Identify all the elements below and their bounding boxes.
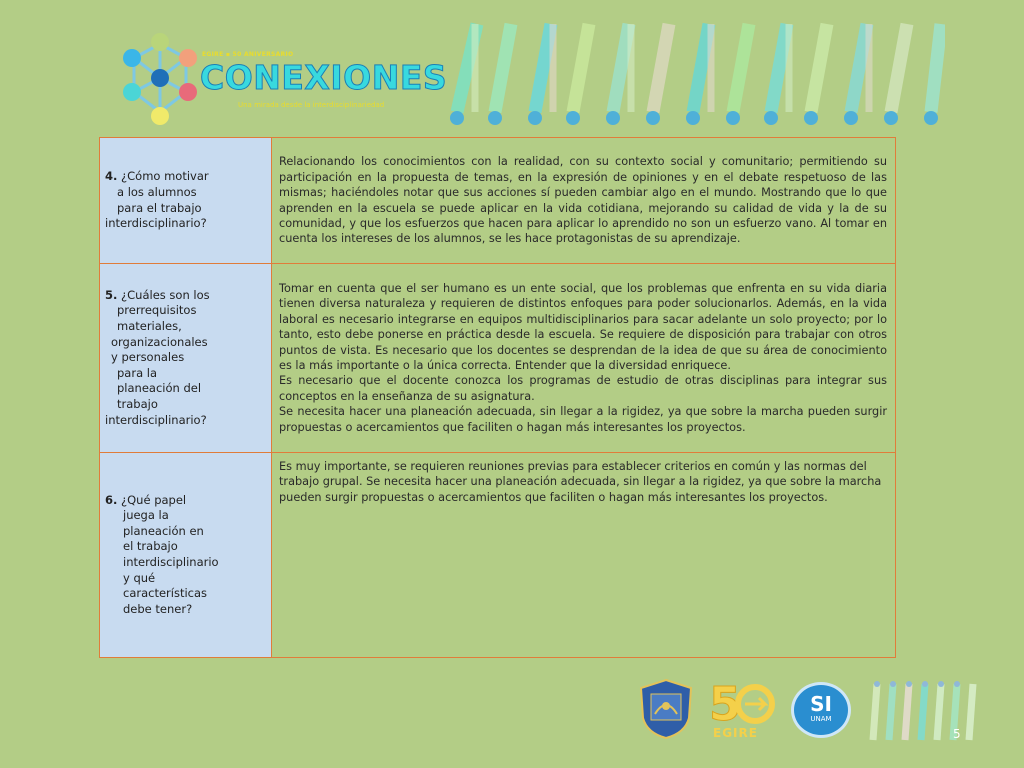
question-line: características bbox=[123, 586, 208, 601]
question-number: 6. bbox=[105, 492, 118, 507]
si-text: SI bbox=[810, 692, 832, 716]
question-cell bbox=[100, 453, 272, 658]
question-number: 5. bbox=[105, 287, 118, 302]
table-row bbox=[100, 264, 896, 453]
question-line: a los alumnos bbox=[117, 184, 197, 199]
svg-text:5: 5 bbox=[709, 677, 742, 728]
si-unam-logo bbox=[791, 682, 851, 738]
question-line: planeación del bbox=[117, 381, 202, 396]
table-row bbox=[100, 453, 896, 658]
answer-paragraph: Es necesario que el docente conozca los programas de estudio de otras disciplinas para integrar sus conceptos en la enseñanza de su asignatura. bbox=[279, 374, 887, 403]
conexiones-logo bbox=[120, 30, 448, 130]
question-line: juega la bbox=[123, 508, 169, 523]
question-line: materiales, bbox=[117, 319, 182, 334]
footer-logos bbox=[635, 676, 985, 746]
question-line: interdisciplinario? bbox=[105, 412, 207, 427]
logo-title: CONEXIONES bbox=[200, 58, 448, 97]
answer-paragraph: Se necesita hacer una planeación adecuada, sin llegar a la rigidez, ya que sobre la marcha pueden surgir propuestas o acercamientos que faciliten o hagan más interesantes los proyectos. bbox=[279, 405, 887, 434]
question-line: ¿Cuáles son los bbox=[121, 287, 210, 302]
table-row bbox=[100, 138, 896, 264]
question-line: debe tener? bbox=[123, 601, 193, 616]
question-line: trabajo bbox=[117, 396, 158, 411]
question-line: interdisciplinario? bbox=[105, 216, 207, 231]
question-cell bbox=[100, 138, 272, 264]
answer-cell bbox=[272, 264, 896, 453]
question-line: y personales bbox=[111, 350, 185, 365]
question-line: para el trabajo bbox=[117, 200, 202, 215]
question-line: y qué bbox=[123, 570, 156, 585]
page-number: 5 bbox=[953, 727, 961, 741]
answer-paragraph: Es muy importante, se requieren reuniones previas para establecer criterios en común y las normas del trabajo grupal. Se necesita hacer una planeación adecuada, sin llegar a la rigidez, ya que sobre la marcha pueden surgir propuestas o acercamientos que faciliten o hagan más interesantes los proyectos. bbox=[279, 460, 882, 504]
answer-cell bbox=[272, 138, 896, 264]
network-hexagon-icon bbox=[120, 30, 200, 130]
egire-text: EGIRE bbox=[713, 726, 758, 740]
qa-table bbox=[99, 137, 896, 658]
answer-paragraph: Relacionando los conocimientos con la realidad, con su contexto social y comunitario; permitiendo su participación en la propuesta de temas, en la expresión de opiniones y en el debate respetuoso de las mismas; haciéndoles notar que sus acciones sí pueden cambiar algo en el mundo. Mostrando que lo que aprenden en la escuela se puede aplicar en la vida cotidiana, mejorando su calidad de vida y la de su comunidad, y que los esfuerzos que hacen para aplicar lo aprendido no son un esfuerzo vano. Al tomar en cuenta los intereses de los alumnos, se les hace protagonistas de su aprendizaje. bbox=[279, 155, 887, 246]
logo-subtitle: Una mirada desde la interdisciplinariedad bbox=[238, 101, 385, 109]
answer-paragraph: Tomar en cuenta que el ser humano es un ente social, que los problemas que enfrenta en su vida diaria tienen diversa naturaleza y requieren de distintos enfoques para poder solucionarlos. Además, en la vida laboral es necesario integrarse en equipos multidisciplinarios para sacar adelante un solo proyecto; por lo tanto, esto debe ponerse en práctica desde la escuela. Se requiere de disposición para trabajar con otros puntos de vista. Es necesario que los docentes se desprendan de la idea de que su área de conocimiento es la más importante o la única correcta. Entender que la diversidad enriquece. bbox=[279, 281, 887, 372]
question-line: planeación en bbox=[123, 523, 204, 538]
question-line: para la bbox=[117, 365, 158, 380]
question-line: interdisciplinario bbox=[123, 555, 219, 569]
question-line: el trabajo bbox=[123, 539, 178, 554]
unam-seal-icon bbox=[637, 678, 695, 740]
fifty-icon bbox=[707, 676, 777, 728]
answer-cell bbox=[272, 453, 896, 658]
question-cell bbox=[100, 264, 272, 453]
decorative-stripes-bottom bbox=[867, 678, 982, 744]
question-line: ¿Qué papel bbox=[121, 492, 187, 507]
question-line: prerrequisitos bbox=[117, 303, 197, 318]
question-number: 4. bbox=[105, 169, 118, 184]
si-unam-text: UNAM bbox=[810, 715, 832, 723]
question-line: organizacionales bbox=[111, 334, 208, 349]
egire-50-logo bbox=[707, 676, 777, 744]
decorative-stripes-top bbox=[445, 20, 945, 130]
question-line: ¿Cómo motivar bbox=[121, 169, 209, 184]
logo-anniversary-text: EGIRE ▪ 50 ANIVERSARIO bbox=[202, 51, 294, 58]
